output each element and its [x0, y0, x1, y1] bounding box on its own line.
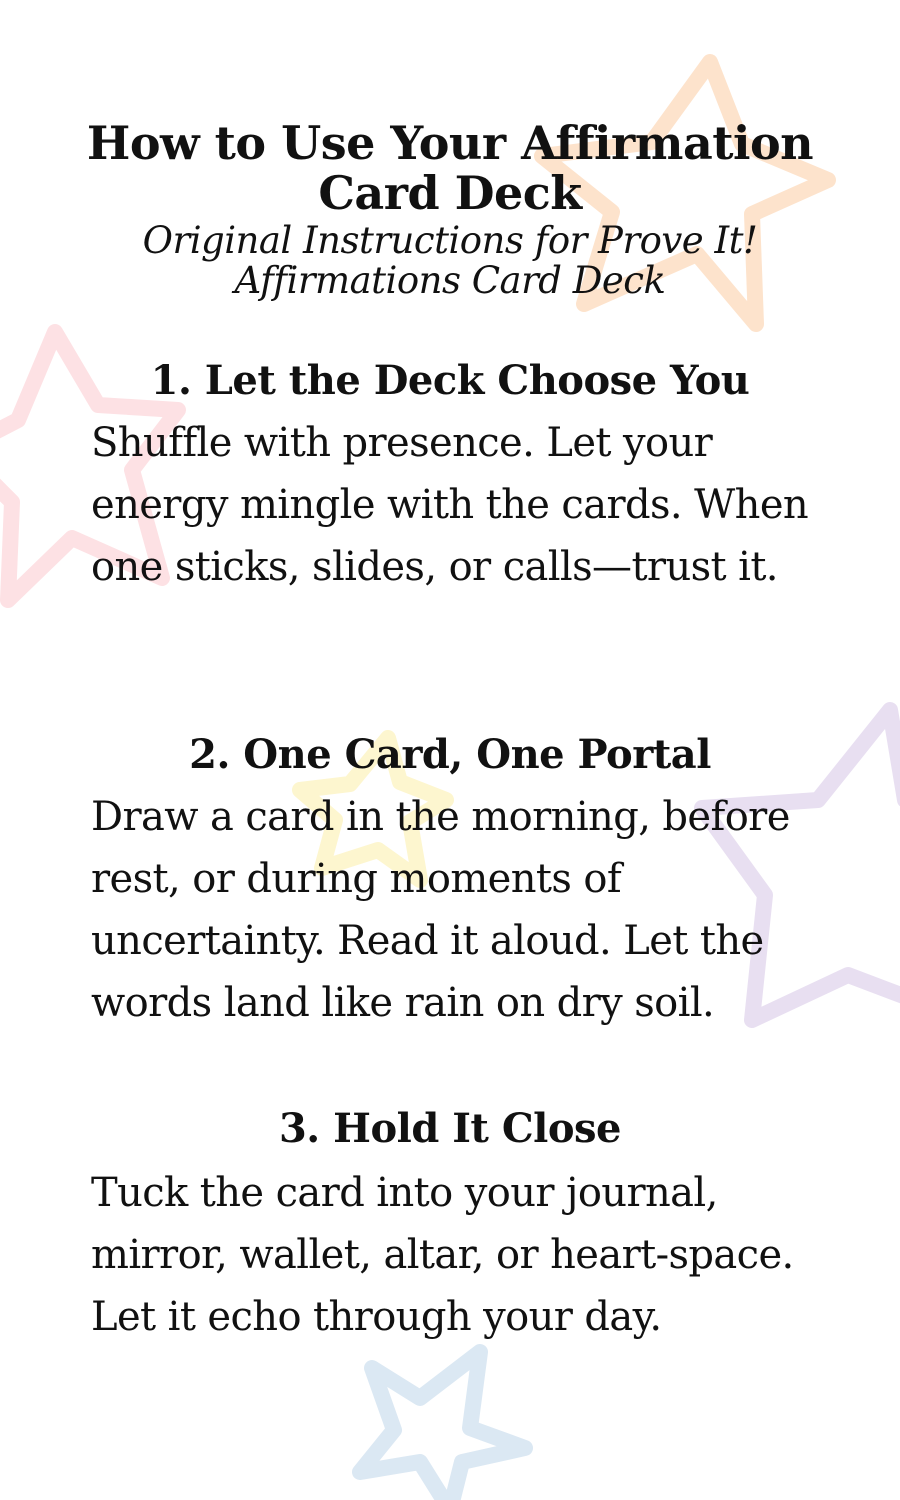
section-heading-1: 1. Let the Deck Choose You: [150, 357, 750, 404]
section-heading-2: 2. One Card, One Portal: [189, 731, 711, 778]
section-body-2: Draw a card in the morning, before rest, or during moments of uncertainty. Read it aloud. Let the words land like rain on dry soil.: [91, 794, 790, 1026]
page-subtitle: Original Instructions for Prove It! Affirmations Card Deck: [142, 219, 758, 302]
page-title: How to Use Your Affirmation Card Deck: [86, 116, 814, 220]
section-heading-3: 3. Hold It Close: [278, 1105, 622, 1152]
section-body-3: Tuck the card into your journal, mirror, wallet, altar, or heart-space. Let it echo through your day.: [91, 1170, 794, 1340]
section-body-1: Shuffle with presence. Let your energy mingle with the cards. When one sticks, slides, or calls—trust it.: [91, 420, 809, 590]
